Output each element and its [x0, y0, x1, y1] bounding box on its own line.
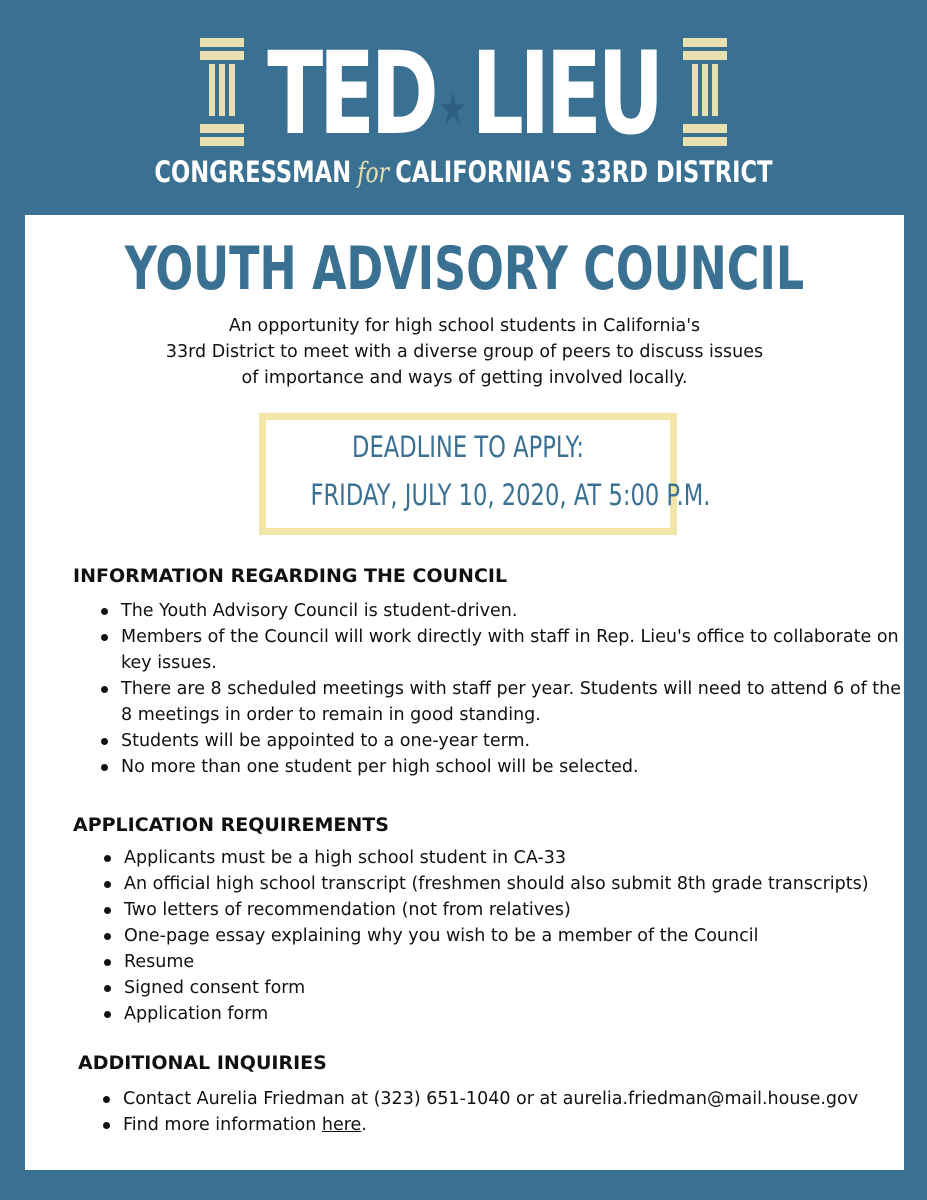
header	[0, 0, 927, 215]
star-icon: ★	[438, 84, 468, 135]
list-item: Members of the Council will work directly with staff in Rep. Lieu's office to collaborate on key issues.	[121, 624, 901, 676]
requirements-heading: APPLICATION REQUIREMENTS	[73, 814, 389, 836]
list-item: The Youth Advisory Council is student-driven.	[121, 598, 901, 624]
logo-name: TED ★ LIEU	[307, 34, 620, 154]
here-link[interactable]: here	[321, 1115, 362, 1135]
deadline-date: FRIDAY, JULY 10, 2020, AT 5:00 P.M.	[310, 478, 711, 512]
more-info-item: Find more information here.	[123, 1112, 923, 1138]
left-pillar-icon	[200, 38, 244, 146]
page-title: YOUTH ADVISORY COUNCIL	[124, 234, 805, 304]
logo-subtitle: CONGRESSMAN for CALIFORNIA'S 33RD DISTRICT	[154, 155, 773, 189]
list-item: There are 8 scheduled meetings with staff per year. Students will need to attend 6 of the 8 meetings in order to remain in good standing.	[121, 676, 901, 728]
list-item: One-page essay explaining why you wish to be a member of the Council	[124, 923, 924, 949]
list-item: Applicants must be a high school student in CA-33	[124, 845, 924, 871]
inquiries-heading: ADDITIONAL INQUIRIES	[78, 1052, 327, 1074]
list-item: Resume	[124, 949, 924, 975]
info-list	[73, 598, 901, 780]
list-item: Students will be appointed to a one-year term.	[121, 728, 901, 754]
deadline-label: DEADLINE TO APPLY:	[352, 430, 584, 464]
content-card	[25, 215, 904, 1170]
list-item: Two letters of recommendation (not from relatives)	[124, 897, 924, 923]
info-heading: INFORMATION REGARDING THE COUNCIL	[73, 565, 508, 587]
list-item: An official high school transcript (freshmen should also submit 8th grade transcripts)	[124, 871, 924, 897]
inquiries-list	[75, 1086, 923, 1138]
deadline-box	[259, 413, 711, 535]
contact-item: Contact Aurelia Friedman at (323) 651-1040 or at aurelia.friedman@mail.house.gov	[123, 1086, 923, 1112]
list-item: Signed consent form	[124, 975, 924, 1001]
list-item: Application form	[124, 1001, 924, 1027]
right-pillar-icon	[683, 38, 727, 146]
intro-text: An opportunity for high school students in California's 33rd District to meet with a diverse group of peers to discuss issues of importance and ways of getting involved locally.	[165, 316, 764, 388]
list-item: No more than one student per high school will be selected.	[121, 754, 901, 780]
requirements-list	[76, 845, 924, 1027]
logo	[0, 27, 927, 160]
